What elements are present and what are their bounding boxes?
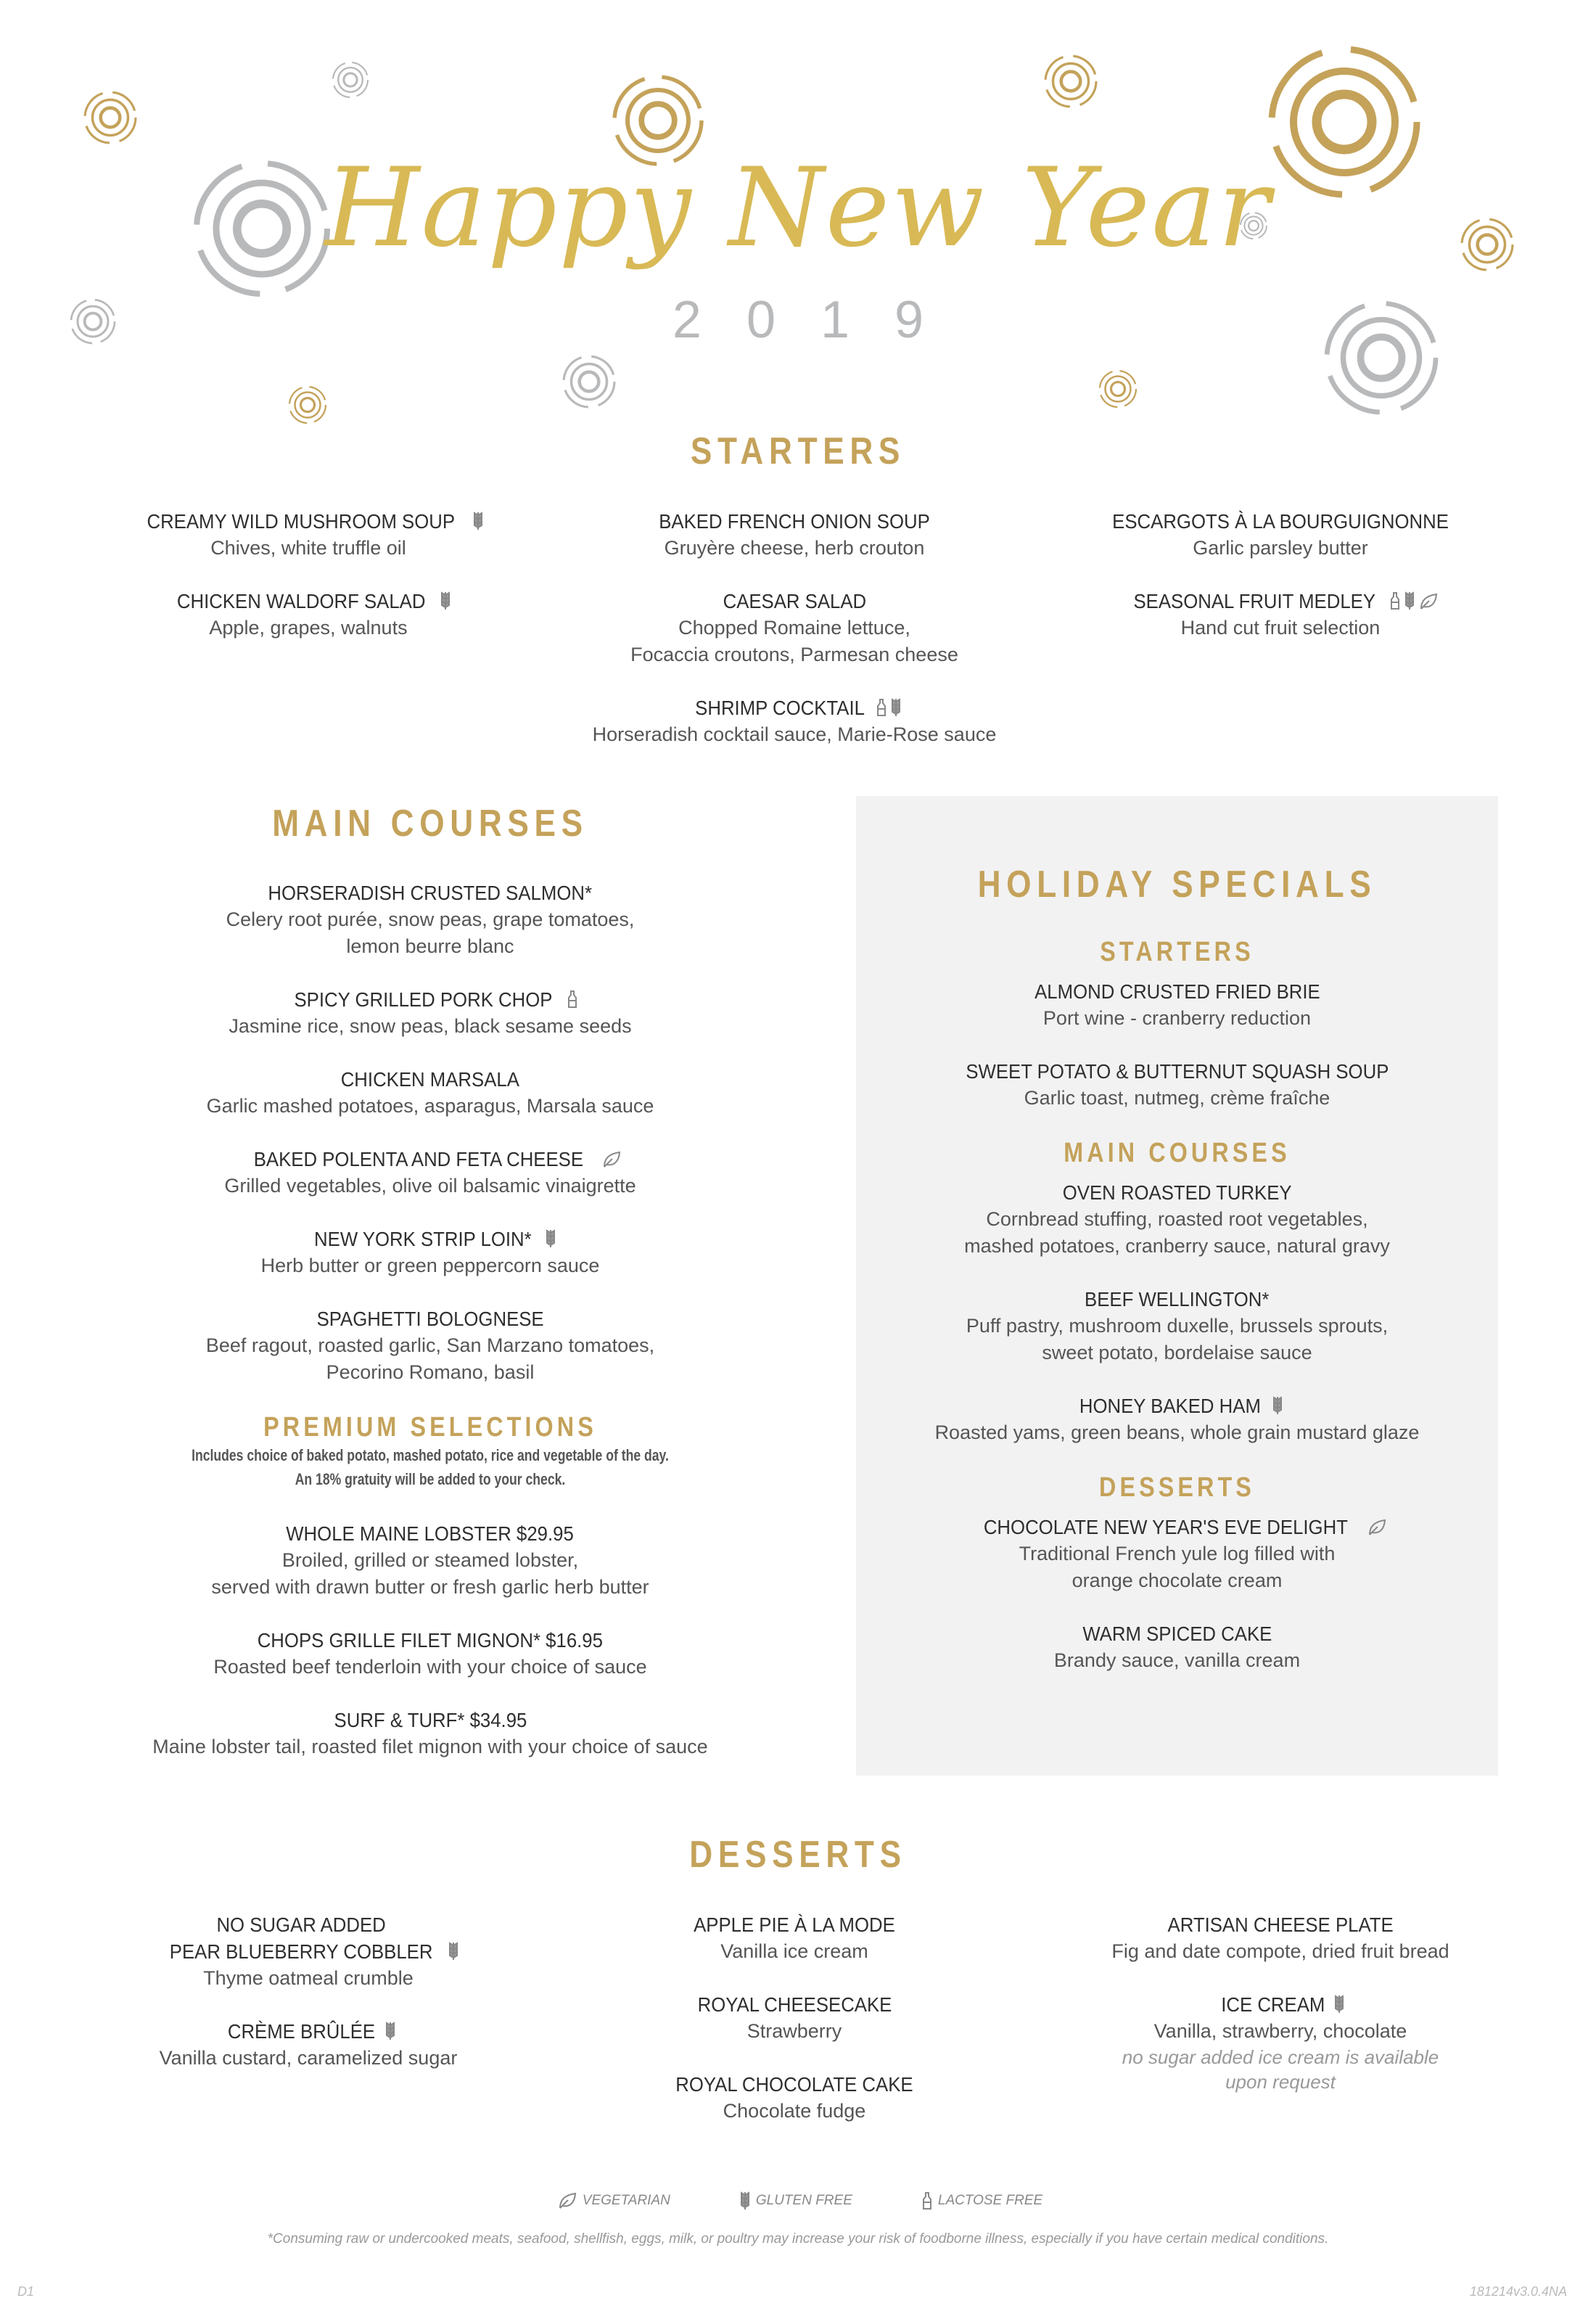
gluten-free-icon <box>385 2022 395 2044</box>
item-name: NO SUGAR ADDED PEAR BLUEBERRY COBBLER <box>169 1913 433 1963</box>
dietary-legend <box>0 2191 1596 2210</box>
holiday-specials-heading: HOLIDAY SPECIALS <box>977 863 1377 906</box>
item-name-row <box>548 508 1041 535</box>
item-description: Thyme oatmeal crumble <box>203 1967 414 1989</box>
item-name-row <box>67 1627 793 1654</box>
item-name: SPICY GRILLED PORK CHOP <box>294 988 552 1011</box>
item-name: HORSERADISH CRUSTED SALMON* <box>268 882 593 904</box>
item-name: CHOPS GRILLE FILET MIGNON* $16.95 <box>257 1629 604 1652</box>
ring-decoration <box>301 398 315 412</box>
item-description: Garlic parsley butter <box>1193 537 1368 559</box>
item-description: Pecorino Romano, basil <box>326 1361 535 1383</box>
menu-column <box>548 508 1041 774</box>
item-description: Maine lobster tail, roasted filet mignon with your choice of sauce <box>152 1736 708 1757</box>
vegetarian-icon <box>1419 593 1438 614</box>
legend-item <box>736 2191 852 2210</box>
item-name: ROYAL CHOCOLATE CAKE <box>675 2073 913 2096</box>
item-description: orange chocolate cream <box>1071 1570 1283 1591</box>
desserts-heading: DESSERTS <box>689 1834 907 1876</box>
item-name-row <box>67 1066 793 1093</box>
item-name-row <box>856 1620 1498 1647</box>
ring-decoration <box>338 67 363 92</box>
item-description: Cornbread stuffing, roasted root vegetables, <box>986 1208 1368 1230</box>
item-description: Port wine - cranberry reduction <box>1042 1007 1312 1029</box>
item-name: WHOLE MAINE LOBSTER $29.95 <box>286 1522 575 1545</box>
item-description: Herb butter or green peppercorn sauce <box>260 1255 600 1276</box>
menu-item <box>67 986 793 1040</box>
menu-item <box>1034 508 1527 562</box>
item-name: NEW YORK STRIP LOIN* <box>314 1228 532 1250</box>
lactose-free-icon <box>922 2191 932 2210</box>
legend-item <box>918 2191 1042 2210</box>
item-name: BAKED FRENCH ONION SOUP <box>659 510 930 533</box>
item-name-row <box>856 1179 1498 1206</box>
menu-column <box>62 1911 555 2098</box>
item-description: Chives, white truffle oil <box>210 537 406 559</box>
item-name-row <box>1034 588 1527 615</box>
item-name: CHICKEN MARSALA <box>340 1068 520 1091</box>
item-name: SWEET POTATO & BUTTERNUT SQUASH SOUP <box>965 1060 1389 1083</box>
item-description: Horseradish cocktail sauce, Marie-Rose sauce <box>592 723 997 745</box>
menu-item <box>856 1392 1498 1446</box>
lactose-free-icon <box>876 698 887 721</box>
item-note: upon request <box>1225 2071 1336 2093</box>
header-title: Happy New Year <box>324 145 1272 271</box>
item-description: Broiled, grilled or steamed lobster, <box>281 1549 579 1571</box>
menu-item <box>67 1627 793 1681</box>
gluten-free-icon <box>1272 1396 1283 1419</box>
item-name-row <box>1034 1911 1527 1938</box>
menu-item <box>548 1911 1041 1965</box>
menu-item <box>856 1286 1498 1366</box>
menu-item <box>1034 588 1527 641</box>
holiday-specials-panel <box>856 796 1498 1776</box>
item-description: Garlic mashed potatoes, asparagus, Marsala sauce <box>206 1095 654 1117</box>
item-name-row <box>548 1911 1041 1938</box>
item-name: HONEY BAKED HAM <box>1079 1395 1261 1417</box>
item-description: Focaccia croutons, Parmesan cheese <box>630 644 958 665</box>
item-name-row <box>1034 508 1527 535</box>
legend-label: GLUTEN FREE <box>755 2193 852 2208</box>
menu-item <box>856 1058 1498 1112</box>
item-description: Vanilla, strawberry, chocolate <box>1153 2020 1407 2042</box>
item-name-row <box>62 508 555 535</box>
menu-item <box>62 588 555 641</box>
item-name-row <box>67 1520 793 1547</box>
item-description: Chocolate fudge <box>723 2100 866 2122</box>
item-name-row <box>548 1991 1041 2018</box>
gluten-free-icon <box>891 698 901 721</box>
lactose-free-icon <box>1390 591 1400 614</box>
disclaimer: *Consuming raw or undercooked meats, seafood, shellfish, eggs, milk, or poultry may increase your risk of foodborne illness, especially if you have certain medical conditions. <box>267 2231 1329 2247</box>
item-name-row <box>62 1911 555 1965</box>
menu-item <box>1034 1991 1527 2094</box>
holiday-section-heading: MAIN COURSES <box>1064 1138 1291 1168</box>
legend-item <box>554 2191 670 2210</box>
item-name-row <box>67 1305 793 1332</box>
main-courses-section <box>67 879 793 1786</box>
ring-decoration <box>93 100 128 136</box>
item-description: Vanilla ice cream <box>720 1940 868 1962</box>
menu-item <box>62 1911 555 1992</box>
premium-note: Includes choice of baked potato, mashed potato, rice and vegetable of the day. <box>192 1446 669 1464</box>
premium-selections-heading: PREMIUM SELECTIONS <box>263 1412 597 1443</box>
item-description: lemon beurre blanc <box>346 935 514 957</box>
ring-decoration <box>1106 377 1131 402</box>
main-courses-heading: MAIN COURSES <box>272 803 588 845</box>
item-name: BAKED POLENTA AND FETA CHEESE <box>253 1148 584 1170</box>
menu-column <box>62 508 555 668</box>
gluten-free-icon <box>448 1942 458 1964</box>
item-name: ESCARGOTS À LA BOURGUIGNONNE <box>1112 510 1449 533</box>
holiday-section-heading: DESSERTS <box>1099 1472 1255 1503</box>
item-description: Vanilla custard, caramelized sugar <box>159 2047 458 2069</box>
gluten-free-icon <box>473 512 483 534</box>
ring-decoration <box>641 104 675 137</box>
ring-decoration <box>295 393 321 418</box>
legend-label: VEGETARIAN <box>582 2193 670 2208</box>
item-description: Jasmine rice, snow peas, black sesame seeds <box>229 1015 632 1037</box>
ring-decoration <box>101 108 120 128</box>
item-name: SHRIMP COCKTAIL <box>695 697 865 719</box>
item-name-row <box>548 2071 1041 2098</box>
item-name: SEASONAL FRUIT MEDLEY <box>1133 590 1375 612</box>
item-name-row <box>67 1226 793 1252</box>
item-name-row <box>548 588 1041 615</box>
page-code: D1 <box>17 2284 35 2299</box>
menu-item <box>548 508 1041 562</box>
vegetarian-icon <box>602 1151 621 1172</box>
vegetarian-icon <box>558 2192 577 2210</box>
ring-decoration <box>572 364 607 400</box>
menu-item <box>62 508 555 562</box>
item-description: Roasted beef tenderloin with your choice of sauce <box>213 1656 647 1678</box>
item-name: OVEN ROASTED TURKEY <box>1062 1181 1292 1204</box>
item-name: WARM SPICED CAKE <box>1082 1622 1272 1645</box>
menu-item <box>67 1305 793 1386</box>
menu-column <box>1034 1911 1527 2120</box>
menu-item <box>856 1620 1498 1674</box>
gluten-free-icon <box>1404 591 1415 614</box>
item-name: ROYAL CHEESECAKE <box>697 1993 892 2016</box>
item-name: CRÈME BRÛLÉE <box>227 2020 375 2043</box>
menu-item <box>856 978 1498 1032</box>
item-note: no sugar added ice cream is available <box>1122 2046 1439 2068</box>
item-description: Chopped Romaine lettuce, <box>678 617 910 639</box>
item-name: BEEF WELLINGTON* <box>1085 1288 1270 1310</box>
item-name-row <box>856 1286 1498 1313</box>
item-description: Hand cut fruit selection <box>1180 617 1381 639</box>
item-description: mashed potatoes, cranberry sauce, natural gravy <box>964 1235 1390 1257</box>
item-description: Garlic toast, nutmeg, crème fraîche <box>1024 1087 1330 1109</box>
lactose-free-icon <box>567 990 577 1012</box>
item-name-row <box>62 588 555 615</box>
item-description: Fig and date compote, dried fruit bread <box>1111 1940 1449 1962</box>
holiday-section-heading: STARTERS <box>1100 937 1254 967</box>
item-name: ARTISAN CHEESE PLATE <box>1167 1913 1394 1936</box>
header-year: 2019 <box>672 291 969 349</box>
item-description: Puff pastry, mushroom duxelle, brussels sprouts, <box>966 1315 1389 1337</box>
ring-decoration <box>628 90 688 151</box>
menu-item <box>67 1707 793 1760</box>
item-name-row <box>856 978 1498 1005</box>
item-name: CREAMY WILD MUSHROOM SOUP <box>147 510 456 533</box>
item-name-row <box>548 694 1041 721</box>
item-name-row <box>856 1514 1498 1541</box>
version-code: 181214v3.0.4NA <box>1469 2284 1567 2299</box>
menu-item <box>67 1520 793 1601</box>
item-name: CHOCOLATE NEW YEAR'S EVE DELIGHT <box>983 1516 1348 1538</box>
legend-label: LACTOSE FREE <box>937 2193 1043 2208</box>
menu-item <box>548 1991 1041 2045</box>
menu-item <box>548 694 1041 748</box>
ring-decoration <box>580 372 599 392</box>
item-name-row <box>856 1058 1498 1085</box>
menu-item <box>62 2018 555 2072</box>
item-name-row <box>67 1707 793 1734</box>
menu-item <box>67 1146 793 1199</box>
ring-decoration <box>1053 64 1089 99</box>
vegetarian-icon <box>1367 1519 1386 1540</box>
item-name-row <box>856 1392 1498 1419</box>
gluten-free-icon <box>740 2191 750 2210</box>
item-name: SPAGHETTI BOLOGNESE <box>316 1308 544 1330</box>
menu-item <box>856 1514 1498 1594</box>
menu-item <box>856 1179 1498 1260</box>
menu-item <box>67 1226 793 1279</box>
item-description: Gruyère cheese, herb crouton <box>664 537 925 559</box>
item-name: ICE CREAM <box>1221 1993 1325 2016</box>
item-name: ALMOND CRUSTED FRIED BRIE <box>1034 980 1320 1003</box>
item-description: Apple, grapes, walnuts <box>209 617 408 639</box>
item-description: sweet potato, bordelaise sauce <box>1042 1342 1312 1363</box>
item-description: Roasted yams, green beans, whole grain mustard glaze <box>934 1421 1420 1443</box>
ring-decoration <box>1317 94 1372 149</box>
ring-decoration <box>1061 72 1081 91</box>
item-name: APPLE PIE À LA MODE <box>694 1913 895 1936</box>
item-name: CAESAR SALAD <box>723 590 866 612</box>
item-description: Celery root purée, snow peas, grape tomatoes, <box>226 908 635 930</box>
item-name: CHICKEN WALDORF SALAD <box>176 590 426 612</box>
item-description: Grilled vegetables, olive oil balsamic vinaigrette <box>224 1175 636 1197</box>
gluten-free-icon <box>546 1229 556 1252</box>
premium-note: An 18% gratuity will be added to your check. <box>295 1470 566 1488</box>
item-description: Beef ragout, roasted garlic, San Marzano tomatoes, <box>205 1334 655 1356</box>
menu-item <box>67 1066 793 1120</box>
item-description: served with drawn butter or fresh garlic herb butter <box>211 1576 649 1598</box>
item-name-row <box>67 986 793 1013</box>
menu-item <box>548 588 1041 668</box>
item-description: Strawberry <box>746 2020 842 2042</box>
item-name: SURF & TURF* $34.95 <box>334 1709 527 1731</box>
ring-decoration <box>1111 382 1125 396</box>
item-name-row <box>67 1146 793 1173</box>
menu-item <box>548 2071 1041 2125</box>
item-name-row <box>1034 1991 1527 2018</box>
premium-notes <box>67 1443 793 1491</box>
menu-item <box>1034 1911 1527 1965</box>
item-description: Brandy sauce, vanilla cream <box>1053 1649 1301 1671</box>
menu-item <box>67 879 793 960</box>
gluten-free-icon <box>440 591 451 614</box>
item-name-row <box>62 2018 555 2045</box>
menu-column <box>1034 508 1527 668</box>
ring-decoration <box>344 73 357 86</box>
item-description: Traditional French yule log filled with <box>1019 1543 1336 1564</box>
starters-heading: STARTERS <box>690 430 906 472</box>
gluten-free-icon <box>1334 1995 1344 2017</box>
menu-column <box>548 1911 1041 2151</box>
item-name-row <box>67 879 793 906</box>
